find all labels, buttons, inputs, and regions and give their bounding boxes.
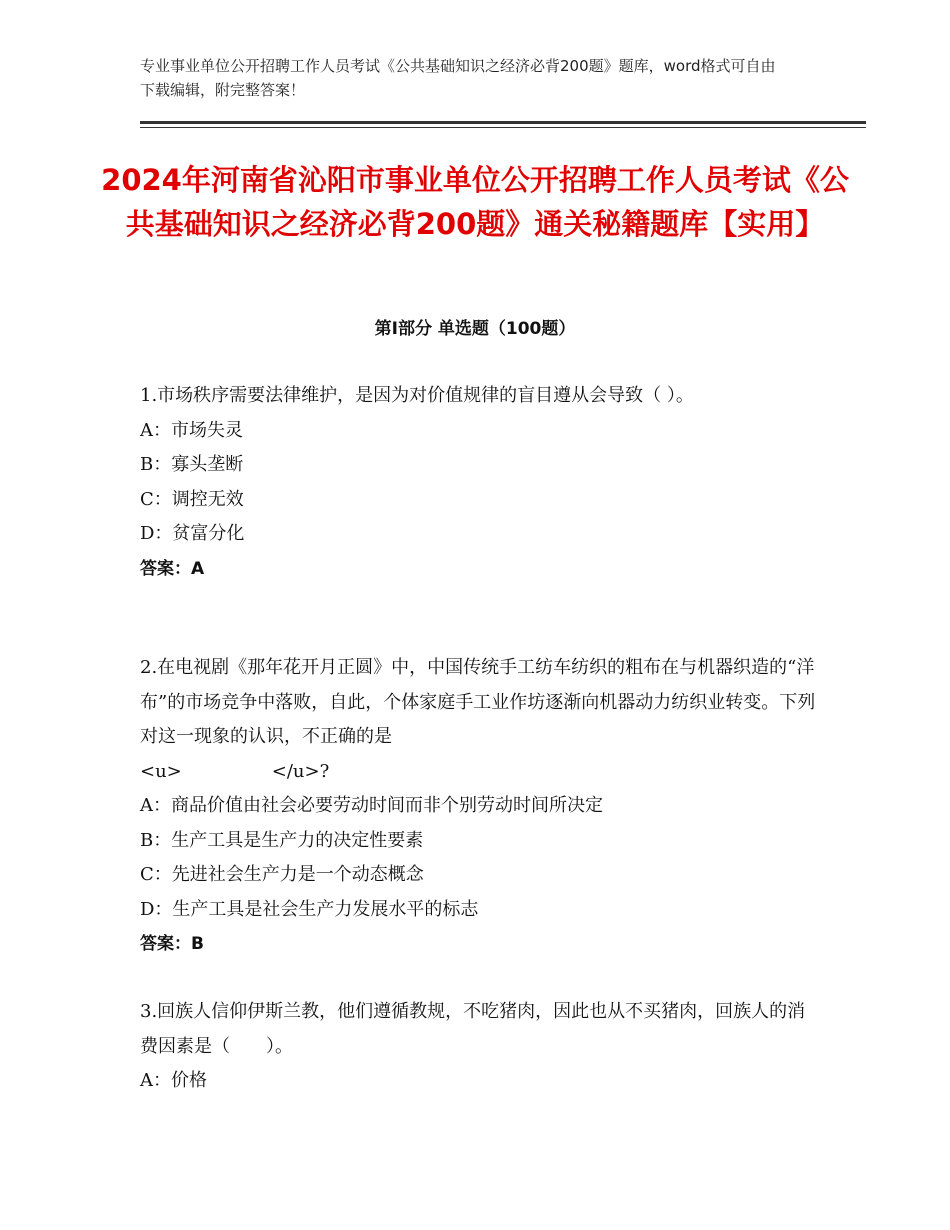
question-1-option-a: A：市场失灵 [140,419,243,441]
header-note: 专业事业单位公开招聘工作人员考试《公共基础知识之经济必背200题》题库，word格式可自由下载编辑，附完整答案！ [140,57,776,99]
question-2-option-c: C：先进社会生产力是一个动态概念 [140,864,424,885]
question-2-underline-markup [140,755,820,790]
document-title: 2024年河南省沁阳市事业单位公开招聘工作人员考试《公共基础知识之经济必背200题》通关秘籍题库【实用】 [101,163,849,241]
question-2-option-a: A：商品价值由社会必要劳动时间而非个别劳动时间所决定 [140,795,603,816]
question-1-answer: 答案：A [140,558,205,579]
header-rule-thin [140,127,866,128]
question-2-option-b: B：生产工具是生产力的决定性要素 [140,829,424,851]
header-rule-thick [140,121,866,124]
question-2-text: 2.在电视剧《那年花开月正圆》中，中国传统手工纺车纺织的粗布在与机器织造的“洋布”的市场竞争中落败，自此，个体家庭手工业作坊逐渐向机器动力纺织业转变。下列对这一现象的认识，不正确的是 [140,657,816,747]
question-2-tag-close: </u>? [271,760,330,782]
question-1-option-b: B：寡头垄断 [140,454,244,475]
question-3 [140,995,820,1099]
question-1-option-d: D：贫富分化 [140,523,245,544]
question-2 [140,651,820,962]
section-heading: 第Ⅰ部分 单选题（100题） [374,319,576,339]
question-1-text: 1.市场秩序需要法律维护，是因为对价值规律的盲目遵从会导致（ ）。 [140,385,694,406]
question-3-option-a: A：价格 [140,1070,207,1091]
question-2-answer: 答案：B [140,934,204,954]
question-2-option-d: D：生产工具是社会生产力发展水平的标志 [140,898,479,920]
question-3-text: 3.回族人信仰伊斯兰教，他们遵循教规，不吃猪肉，因此也从不买猪肉，回族人的消费因素是（ ）。 [140,1001,806,1057]
question-1 [140,379,820,586]
question-2-tag-open: <u> [140,760,182,782]
question-1-option-c: C：调控无效 [140,488,244,510]
